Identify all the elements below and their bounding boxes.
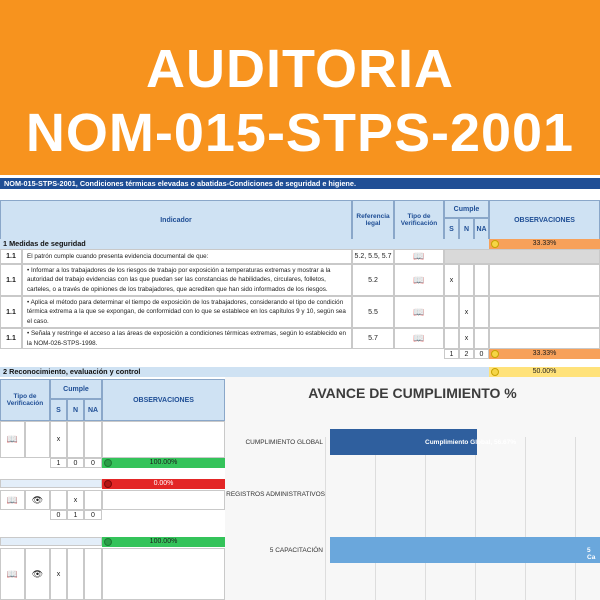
row-number: 1.1 (0, 264, 22, 296)
legal-reference: 5.5 (352, 296, 394, 328)
sheet-title: NOM-015-STPS-2001, Condiciones térmicas elevadas o abatidas-Condiciones de seguridad e higiene. (0, 178, 600, 189)
header-s: S (444, 218, 459, 240)
cumple-n-cell[interactable] (67, 421, 84, 458)
lower-header-s: S (50, 399, 67, 421)
cumple-n-cell[interactable] (459, 264, 474, 296)
category-label: REGISTROS ADMINISTRATIVOS (226, 491, 325, 498)
section2-pct: 50.00% (532, 368, 557, 375)
bar-data-label: Cumplimiento Global, 56.67% (425, 439, 517, 446)
cumple-n-cell[interactable]: x (67, 490, 84, 510)
block2-pct-cell (102, 479, 225, 489)
cumple-na-cell[interactable] (84, 490, 102, 510)
total-na: 0 (84, 458, 102, 468)
cumple-n-cell[interactable] (67, 548, 84, 600)
title-banner (0, 0, 600, 175)
cumple-s-cell[interactable] (444, 296, 459, 328)
magnifier-eye-icon[interactable]: 👁 (25, 548, 50, 600)
cumple-na-cell[interactable] (474, 296, 489, 328)
grid-line (525, 437, 526, 600)
magnifier-eye-icon[interactable]: 👁 (25, 490, 50, 510)
section-spacer (0, 479, 102, 488)
cumple-n-cell[interactable]: x (459, 296, 474, 328)
cumple-na-cell[interactable] (84, 548, 102, 600)
section1-total-pct-cell (489, 349, 600, 359)
observaciones-cell[interactable] (489, 296, 600, 328)
verification-book-icon[interactable]: 📖 (0, 421, 25, 458)
indicator-text: El patrón cumple cuando presenta evidencia documental de que: (22, 249, 352, 264)
bar-data-label: 5 Ca (587, 547, 596, 561)
block3-pct: 100.00% (149, 538, 178, 545)
indicator-text: • Aplica el método para determinar el tiempo de exposición de los trabajadores, considerando el tipo de condición térmica extrema a la que se expongan, de conformidad con lo que se establece en los capítulos 9 y 10, según sea el caso. (22, 296, 352, 328)
indicator-text: • Informar a los trabajadores de los riesgos de trabajo por exposición a temperaturas extremas y mostrar a la autoridad del trabajo evidencias con las que puedan ser las constancias de habilidades, circulares, folletos, carteles, o a través de opiniones de los trabajadores, que acrediten que han sido informados de los riesgos. (22, 264, 352, 296)
row-number: 1.1 (0, 249, 22, 264)
block2-pct: 0.00% (153, 480, 174, 487)
category-label: 5 CAPACITACIÓN (269, 547, 323, 554)
section2-label: 2 Reconocimiento, evaluación y control (0, 367, 489, 377)
status-dot-icon (104, 459, 112, 467)
block1-pct-cell (102, 458, 225, 468)
cumple-s-cell[interactable]: x (50, 548, 67, 600)
header-n: N (459, 218, 474, 240)
verification-book-icon[interactable]: 📖 (0, 490, 25, 510)
chart-title: AVANCE DE CUMPLIMIENTO % (308, 385, 517, 401)
verification-empty-cell[interactable] (25, 421, 50, 458)
header-referencia: Referencia legal (352, 200, 394, 240)
banner-subtitle: NOM-015-STPS-2001 (25, 103, 575, 163)
total-n: 2 (459, 349, 474, 359)
category-label: CUMPLIMIENTO GLOBAL (245, 439, 323, 446)
block3-pct-cell (102, 537, 225, 547)
cumple-s-cell[interactable] (50, 490, 67, 510)
row-empty-area (444, 249, 600, 264)
cumple-s-cell[interactable] (444, 328, 459, 349)
section-spacer (0, 537, 102, 546)
grid-line (575, 437, 576, 600)
cumple-n-cell[interactable]: x (459, 328, 474, 349)
lower-header-observaciones: OBSERVACIONES (102, 379, 225, 421)
total-n: 1 (67, 510, 84, 520)
compliance-chart (225, 377, 600, 600)
observaciones-cell[interactable] (102, 548, 225, 600)
lower-header-n: N (67, 399, 84, 421)
block1-pct: 100.00% (149, 459, 178, 466)
bar-capacitacion (330, 537, 600, 563)
status-dot-icon (104, 480, 112, 488)
total-s: 1 (50, 458, 67, 468)
indicator-text: • Señala y restringe el acceso a las áreas de exposición a condiciones térmicas extremas, según lo establecido en la NOM-026-STPS-1998. (22, 328, 352, 349)
section2-pct-cell (489, 367, 600, 377)
observaciones-cell[interactable] (102, 421, 225, 458)
lower-header-cumple: Cumple (50, 379, 102, 399)
section1-label: 1 Medidas de seguridad (0, 239, 489, 249)
header-cumple: Cumple (444, 200, 489, 218)
cumple-na-cell[interactable] (84, 421, 102, 458)
section1-total-pct: 33.33% (532, 350, 557, 357)
verification-book-icon[interactable]: 📖 (394, 296, 444, 328)
verification-book-icon[interactable]: 📖 (0, 548, 25, 600)
status-dot-icon (491, 350, 499, 358)
observaciones-cell[interactable] (489, 328, 600, 349)
section1-pct-cell (489, 239, 600, 249)
banner-title: AUDITORIA (145, 39, 454, 99)
grid-line (425, 437, 426, 600)
cumple-s-cell[interactable]: x (50, 421, 67, 458)
legal-reference: 5.2 (352, 264, 394, 296)
cumple-na-cell[interactable] (474, 264, 489, 296)
cumple-s-cell[interactable]: x (444, 264, 459, 296)
lower-header-tipo: Tipo de Verificación (0, 379, 50, 421)
row-number: 1.1 (0, 296, 22, 328)
total-na: 0 (84, 510, 102, 520)
observaciones-cell[interactable] (489, 264, 600, 296)
header-indicador: Indicador (0, 200, 352, 240)
total-s: 0 (50, 510, 67, 520)
status-dot-icon (491, 240, 499, 248)
header-tipo: Tipo de Verificación (394, 200, 444, 240)
status-dot-icon (104, 538, 112, 546)
grid-line (475, 437, 476, 600)
cumple-na-cell[interactable] (474, 328, 489, 349)
verification-book-icon[interactable]: 📖 (394, 249, 444, 264)
lower-header-na: NA (84, 399, 102, 421)
row-number: 1.1 (0, 328, 22, 349)
observaciones-cell[interactable] (102, 490, 225, 510)
verification-book-icon[interactable]: 📖 (394, 328, 444, 349)
legal-reference: 5.2, 5.5, 5.7 (352, 249, 394, 264)
grid-line (325, 437, 326, 600)
section1-pct: 33.33% (532, 240, 557, 247)
status-dot-icon (491, 368, 499, 376)
grid-line (375, 437, 376, 600)
header-observaciones: OBSERVACIONES (489, 200, 600, 240)
total-n: 0 (67, 458, 84, 468)
verification-book-icon[interactable]: 📖 (394, 264, 444, 296)
total-s: 1 (444, 349, 459, 359)
total-na: 0 (474, 349, 489, 359)
header-na: NA (474, 218, 489, 240)
legal-reference: 5.7 (352, 328, 394, 349)
